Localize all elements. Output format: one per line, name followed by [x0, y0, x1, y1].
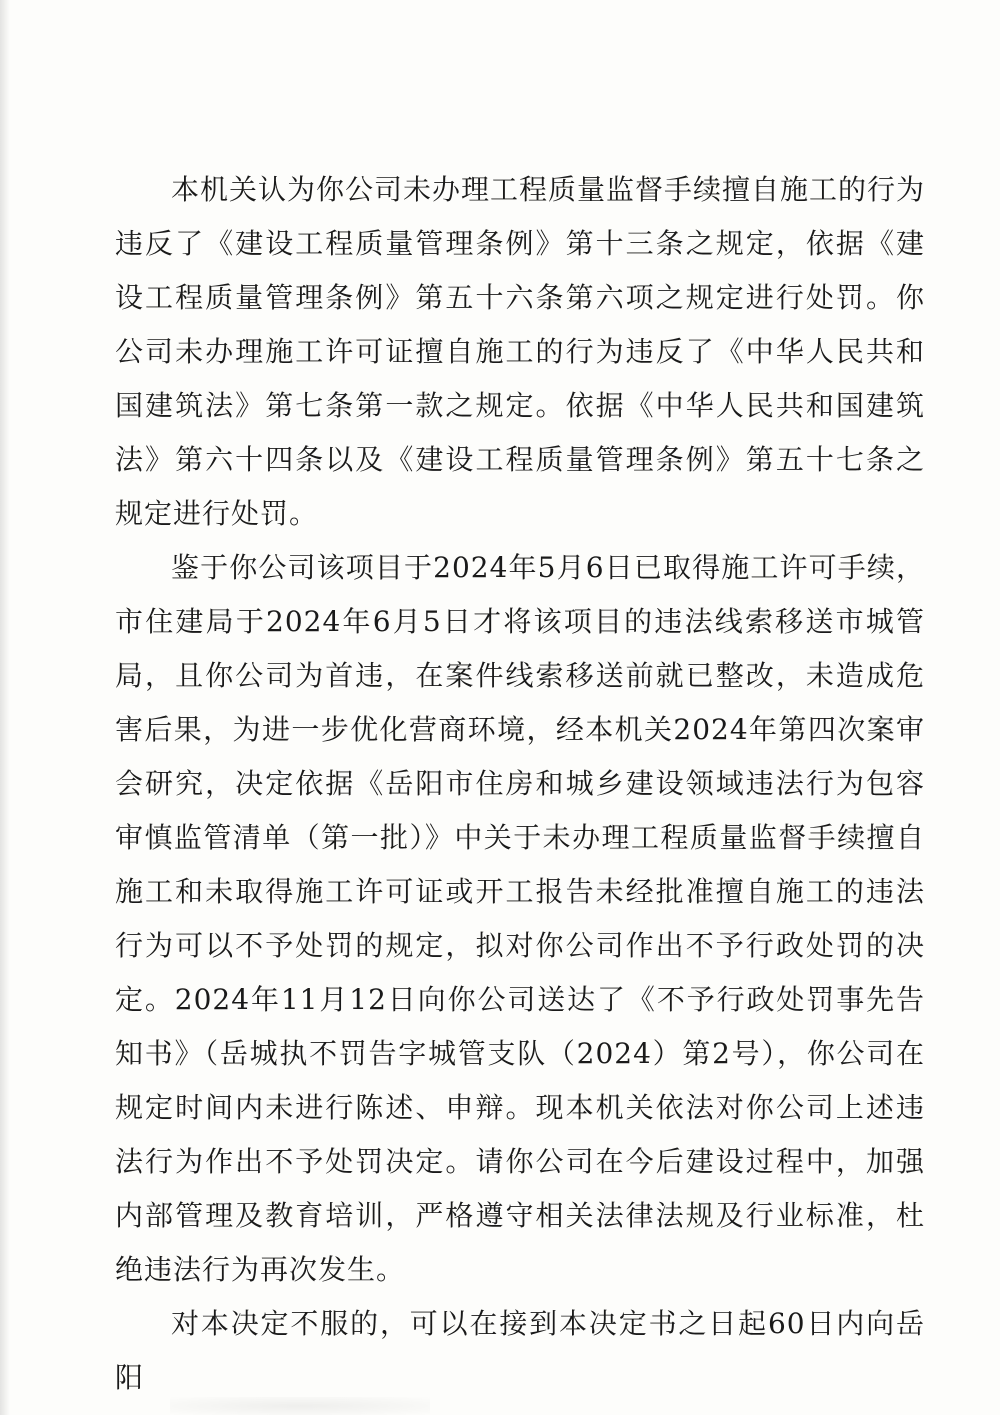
scan-edge-shadow	[0, 0, 10, 1415]
paragraph-appeal-notice: 对本决定不服的，可以在接到本决定书之日起60日内向岳阳	[115, 1307, 925, 1394]
document-body	[115, 163, 925, 1405]
paragraph-no-penalty-decision: 鉴于你公司该项目于2024年5月6日已取得施工许可手续，市住建局于2024年6月5日才将该项目的违法线索移送市城管局，且你公司为首违，在案件线索移送前就已整改，未造成危害后果，为进一步优化营商环境，经本机关2024年第四次案审会研究，决定依据《岳阳市住房和城乡建设领域违法行为包容审慎监管清单（第一批）》中关于未办理工程质量监督手续擅自施工和未取得施工许可证或开工报告未经批准擅自施工的违法行为可以不予处罚的规定，拟对你公司作出不予行政处罚的决定。2024年11月12日向你公司送达了《不予行政处罚事先告知书》（岳城执不罚告字城管支队（2024）第2号），你公司在规定时间内未进行陈述、申辩。现本机关依法对你公司上述违法行为作出不予处罚决定。请你公司在今后建设过程中，加强内部管理及教育培训，严格遵守相关法律法规及行业标准，杜绝违法行为再次发生。	[115, 551, 925, 1286]
scan-smudge	[170, 1397, 430, 1415]
paragraph-violation-basis: 本机关认为你公司未办理工程质量监督手续擅自施工的行为违反了《建设工程质量管理条例》第十三条之规定，依据《建设工程质量管理条例》第五十六条第六项之规定进行处罚。你公司未办理施工许可证擅自施工的行为违反了《中华人民共和国建筑法》第七条第一款之规定。依据《中华人民共和国建筑法》第六十四条以及《建设工程质量管理条例》第五十七条之规定进行处罚。	[115, 173, 926, 530]
